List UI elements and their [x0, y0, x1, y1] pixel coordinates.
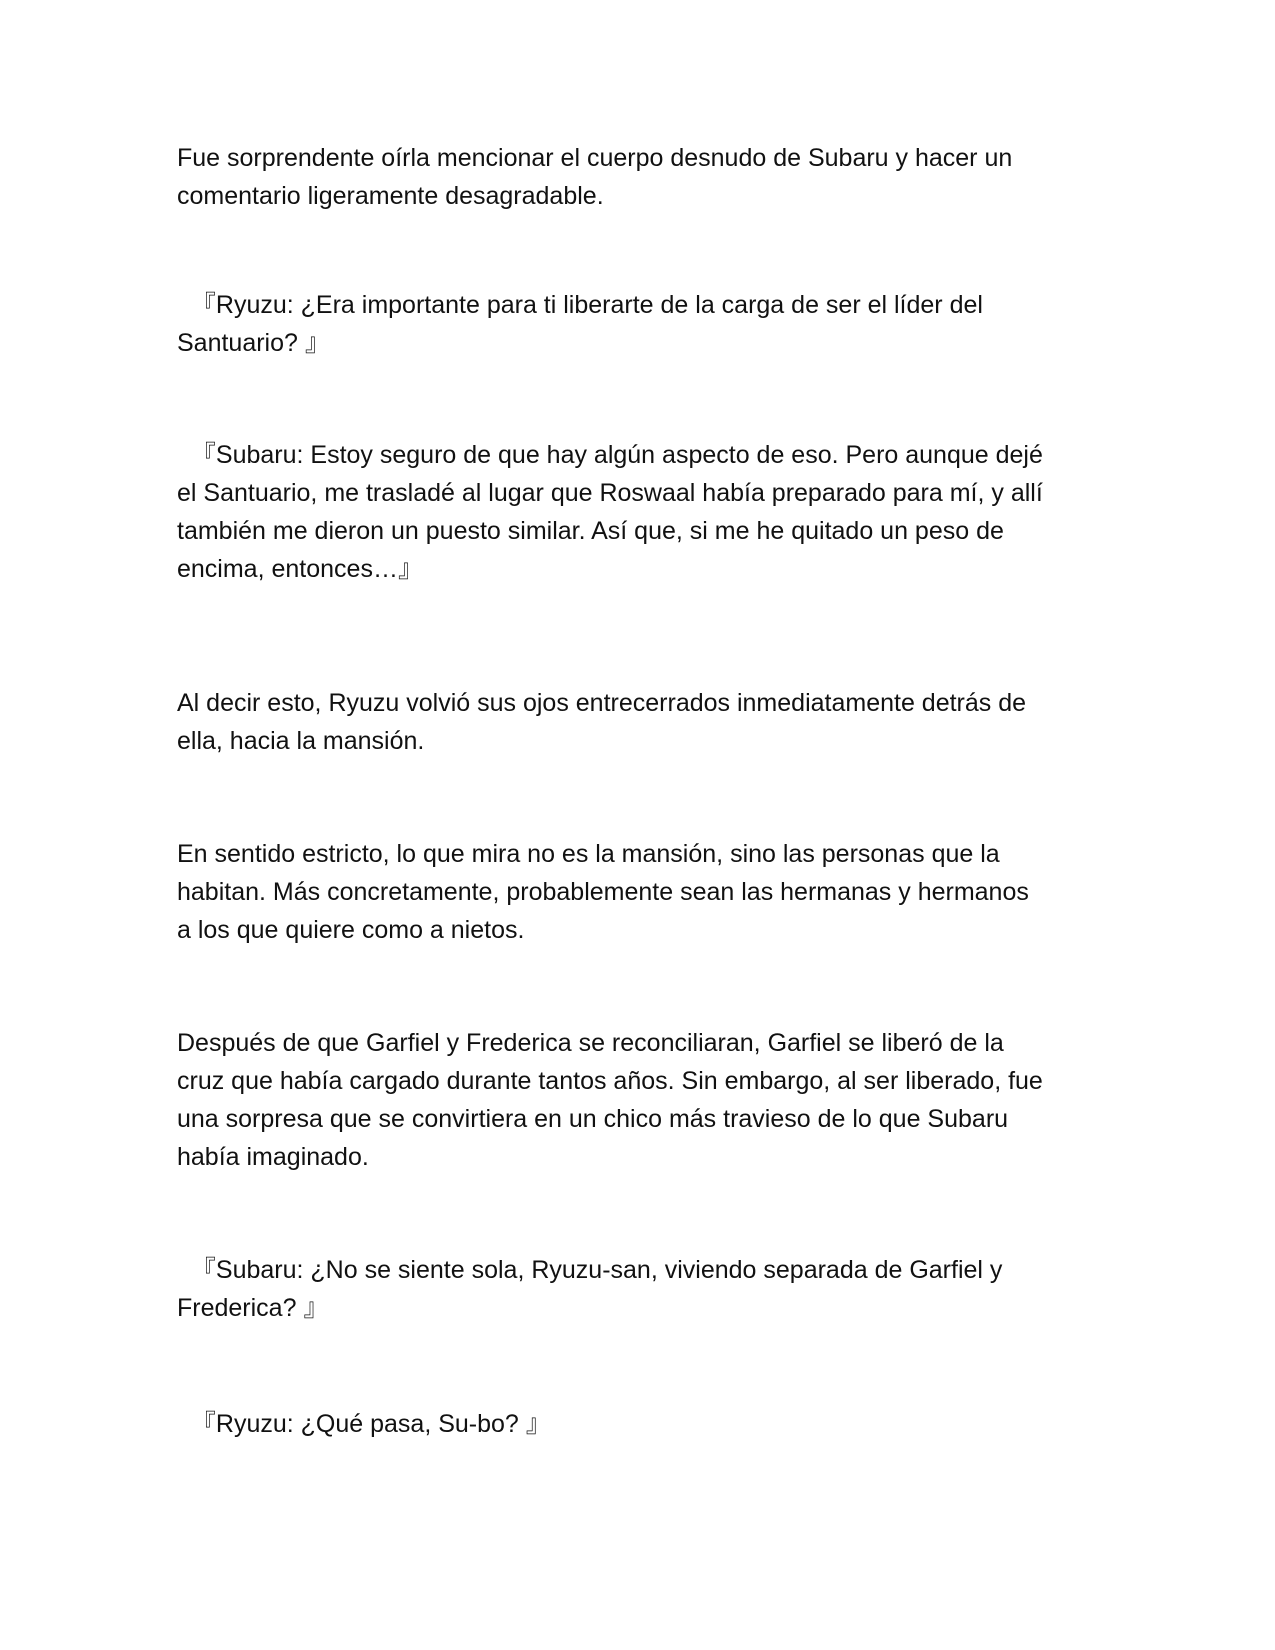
paragraph-narration-2	[177, 684, 1107, 760]
text-line: también me dieron un puesto similar. Así que, si me he quitado un peso de	[177, 517, 1004, 545]
text-line: el Santuario, me trasladé al lugar que Roswaal había preparado para mí, y allí	[177, 479, 1043, 507]
text-line: a los que quiere como a nietos.	[177, 916, 525, 944]
paragraph-narration-3	[177, 835, 1107, 949]
paragraph-dialogue-ryuzu-2	[177, 1405, 1107, 1443]
text-line: cruz que había cargado durante tantos años. Sin embargo, al ser liberado, fue	[177, 1067, 1043, 1095]
text-line: Santuario? 』	[177, 329, 330, 357]
paragraph-dialogue-subaru-2	[177, 1251, 1107, 1327]
text-line: 『Ryuzu: ¿Era importante para ti liberarte de la carga de ser el líder del	[177, 291, 983, 319]
text-line: Al decir esto, Ryuzu volvió sus ojos entrecerrados inmediatamente detrás de	[177, 689, 1027, 717]
text-line: Fue sorprendente oírla mencionar el cuerpo desnudo de Subaru y hacer un	[177, 144, 1013, 172]
paragraph-narration-4	[177, 1024, 1107, 1176]
text-line: habitan. Más concretamente, probablemente sean las hermanas y hermanos	[177, 878, 1029, 906]
text-line: 『Ryuzu: ¿Qué pasa, Su-bo? 』	[177, 1410, 551, 1438]
paragraph-narration-1	[177, 139, 1107, 215]
text-line: encima, entonces…』	[177, 555, 423, 583]
text-line: Después de que Garfiel y Frederica se reconciliaran, Garfiel se liberó de la	[177, 1029, 1004, 1057]
paragraph-dialogue-subaru-1	[177, 436, 1107, 588]
text-line: 『Subaru: ¿No se siente sola, Ryuzu-san, viviendo separada de Garfiel y	[177, 1256, 1003, 1284]
text-line: 『Subaru: Estoy seguro de que hay algún aspecto de eso. Pero aunque dejé	[177, 441, 1043, 469]
text-line: comentario ligeramente desagradable.	[177, 182, 604, 210]
text-line: En sentido estricto, lo que mira no es la mansión, sino las personas que la	[177, 840, 1000, 868]
text-line: había imaginado.	[177, 1143, 369, 1171]
text-line: Frederica? 』	[177, 1294, 329, 1322]
text-line: ella, hacia la mansión.	[177, 727, 425, 755]
text-line: una sorpresa que se convirtiera en un chico más travieso de lo que Subaru	[177, 1105, 1009, 1133]
paragraph-dialogue-ryuzu-1	[177, 286, 1107, 362]
